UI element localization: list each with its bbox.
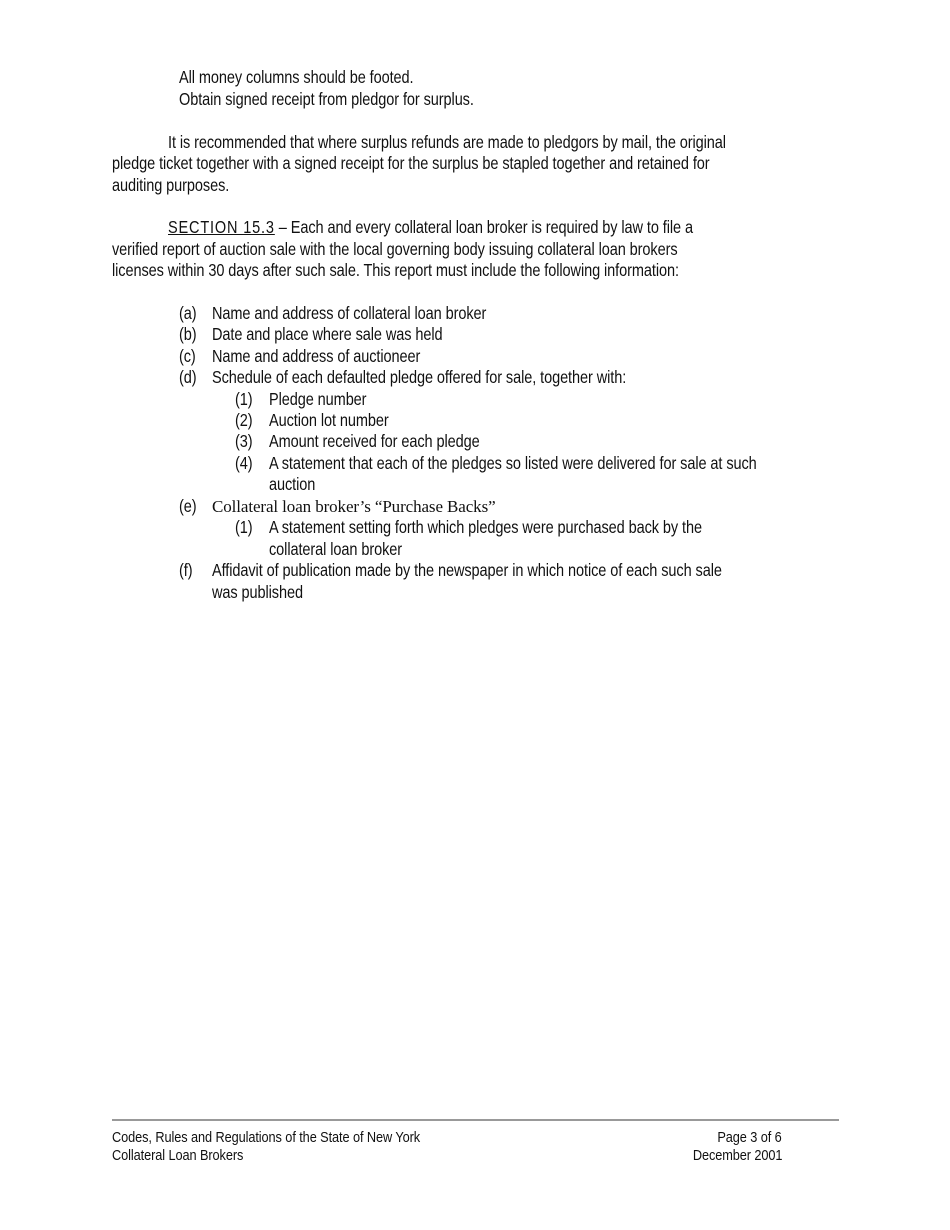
footer-divider [112, 1119, 839, 1121]
checklist-item: Obtain signed receipt from pledgor for surplus. [179, 89, 474, 109]
item-label: (f) [179, 560, 193, 580]
item-text: Collateral loan broker’s “Purchase Backs” [212, 497, 496, 516]
subitem-label: (1) [235, 517, 253, 537]
section-text: Each and every collateral loan broker is required by law to file a [290, 217, 694, 237]
item-label: (c) [179, 346, 196, 366]
section-line: verified report of auction sale with the local governing body issuing collateral loan brokers [112, 239, 678, 259]
footer-subtitle: Collateral Loan Brokers [112, 1147, 244, 1164]
paragraph-line: auditing purposes. [112, 175, 230, 195]
subitem-text: A statement that each of the pledges so listed were delivered for sale at such [269, 453, 757, 473]
subitem-text: Auction lot number [269, 410, 389, 430]
item-label: (a) [179, 303, 197, 323]
section-line: licenses within 30 days after such sale. This report must include the following information: [112, 260, 679, 280]
subitem-text: Amount received for each pledge [269, 431, 480, 451]
subitem-label: (4) [235, 453, 253, 473]
item-label: (e) [179, 496, 197, 516]
subitem-text: A statement setting forth which pledges were purchased back by the [269, 517, 702, 537]
item-text: Name and address of auctioneer [212, 346, 421, 366]
item-text: Schedule of each defaulted pledge offered for sale, together with: [212, 367, 627, 387]
footer-title: Codes, Rules and Regulations of the State of New York [112, 1129, 421, 1146]
footer-page-number: Page 3 of 6 [717, 1129, 782, 1146]
item-text-cont: was published [212, 582, 303, 602]
subitem-text-cont: collateral loan broker [269, 539, 403, 559]
item-text: Name and address of collateral loan broker [212, 303, 487, 323]
section-intro-line [168, 217, 693, 238]
section-heading: SECTION 15.3 [168, 217, 275, 237]
subitem-label: (1) [235, 389, 253, 409]
item-text: Affidavit of publication made by the newspaper in which notice of each such sale [212, 560, 722, 580]
item-text: Date and place where sale was held [212, 324, 443, 344]
item-label: (b) [179, 324, 197, 344]
item-label: (d) [179, 367, 197, 387]
paragraph-line: pledge ticket together with a signed receipt for the surplus be stapled together and retained for [112, 153, 710, 173]
paragraph-line: It is recommended that where surplus refunds are made to pledgors by mail, the original [168, 132, 726, 152]
section-dash: – [274, 217, 291, 237]
subitem-text-cont: auction [269, 474, 316, 494]
subitem-label: (2) [235, 410, 253, 430]
footer-date: December 2001 [692, 1147, 782, 1164]
subitem-label: (3) [235, 431, 253, 451]
checklist-item: All money columns should be footed. [179, 67, 414, 87]
subitem-text: Pledge number [269, 389, 367, 409]
